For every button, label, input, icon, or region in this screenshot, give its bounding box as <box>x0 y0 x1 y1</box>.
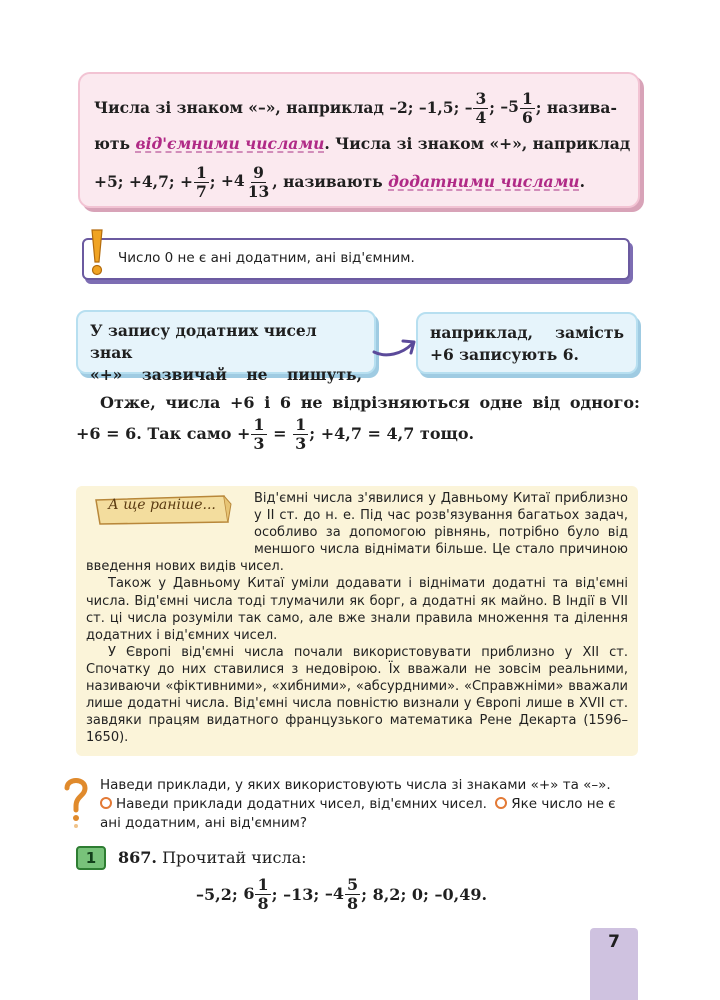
word: наприклад, <box>430 323 533 342</box>
denominator: 3 <box>295 433 307 453</box>
exercise-title <box>118 848 307 867</box>
sign-example-box <box>416 312 638 374</box>
paragraph-line-1 <box>76 392 640 414</box>
word: одного: <box>569 393 640 412</box>
denominator: 7 <box>196 181 207 201</box>
sign-example-line <box>430 322 624 344</box>
denominator: 6 <box>521 107 533 127</box>
numerator: 1 <box>253 414 265 434</box>
whole-part: +4 <box>220 171 245 190</box>
numerator: 9 <box>253 163 264 182</box>
whole-part: –5 <box>500 97 519 116</box>
history-badge-label: А ще раніше... <box>108 497 216 513</box>
word: і <box>264 393 271 412</box>
fraction <box>473 91 488 125</box>
word: від <box>532 393 561 412</box>
sign-example-line: +6 записують 6. <box>430 345 579 364</box>
word: одне <box>479 393 523 412</box>
sign-rule-box <box>76 310 376 384</box>
equals-sign: = <box>267 424 293 443</box>
fraction <box>194 165 209 199</box>
math-value: ; –13; <box>271 884 320 904</box>
exercise-number: 867. <box>118 848 157 867</box>
fraction <box>520 91 535 125</box>
word: «+» <box>90 365 123 384</box>
whole-part: 6 <box>243 883 255 903</box>
fraction <box>345 874 360 913</box>
exercise-level-badge: 1 <box>76 846 106 870</box>
history-paragraph: У Європі від'ємні числа почали використовувати приблизно у XII ст. Спочатку до них ставилися з недовірою. Їх вважали не зовсім реальними, називаючи «фіктивними», «хибними», «абсурдними». «Справжніми» вважали лише додатні числа. Від'ємні числа повністю визнали у Європі лише в XVII ст. завдяки працям видатного французького математика Рене Декарта (1596–1650). <box>86 644 628 746</box>
term-positive-numbers: додатними числами <box>388 172 580 192</box>
denominator: 4 <box>475 107 487 127</box>
history-paragraph: Також у Давньому Китаї уміли додавати і віднімати додатні та від'ємні числа. Від'ємні числа тоді тлумачили як борг, а додатні як майно. В Індії в VII ст. ці числа розуміли так само, але вже знали правила множення та ділення додатних і від'ємних чисел. <box>86 576 628 643</box>
math-value: +5; <box>94 172 124 192</box>
math-value: –1,5; <box>418 98 460 118</box>
history-paragraph: Від'ємні числа з'явилися у Давньому Китаї приблизно у II ст. до н. е. Під час розв'язування багатьох задач, особливо за допомогою рівнянь, потрібно було від меншого числа віднімати більше. Це стало причиною введення нових видів чисел. <box>86 491 628 575</box>
exclamation-icon <box>86 228 108 278</box>
paragraph-line-2 <box>76 414 640 454</box>
word: числа <box>165 393 221 412</box>
question-icon <box>62 776 90 832</box>
definition-text: ; назива- <box>535 98 617 118</box>
history-text <box>86 490 628 746</box>
math-value: ; 8,2; 0; –0,49. <box>361 884 488 904</box>
definition-line-2 <box>94 132 631 156</box>
fraction <box>246 165 272 199</box>
fraction <box>251 414 266 453</box>
definition-text: . <box>579 172 585 192</box>
mixed-number <box>324 874 361 913</box>
math-value: –5,2; <box>196 884 238 904</box>
exercise-instruction: Прочитай числа: <box>162 848 307 867</box>
definition-line-3: +5; +4,7; + $\frac{1}{7}$ ; +4 $\frac{9}{13}$ , називають додатними числами . <box>94 163 585 201</box>
word: зазвичай <box>141 365 227 384</box>
mixed-number <box>500 91 535 125</box>
sign-rule-line <box>90 364 362 386</box>
page-number: 7 <box>608 932 620 952</box>
note-text: Число 0 не є ані додатним, ані від'ємним. <box>118 250 415 266</box>
fraction <box>293 414 308 453</box>
denominator: 3 <box>253 433 265 453</box>
word: пишуть, <box>287 365 362 384</box>
denominator: 8 <box>257 893 269 913</box>
word: Отже, <box>100 393 156 412</box>
exercise-numbers <box>196 868 487 920</box>
math-value: +4,7; <box>128 172 175 192</box>
badge-spacer <box>86 490 254 542</box>
numerator: 1 <box>196 163 207 182</box>
paragraph-text: ; +4,7 = 4,7 тощо. <box>309 424 475 443</box>
math-sign: + <box>180 172 193 192</box>
sign-rule-line: У запису додатних чисел знак <box>90 321 317 362</box>
word: +6 <box>230 393 255 412</box>
numerator: 5 <box>346 874 359 894</box>
question-text: Наведи приклади додатних чисел, від'ємних чисел. <box>116 796 487 812</box>
term-negative-numbers: від'ємними числами <box>135 134 325 154</box>
question-text: Яке число не є ані додатним, ані від'ємним? <box>100 796 616 831</box>
arrow-right-icon <box>372 330 420 360</box>
denominator: 13 <box>247 181 270 201</box>
definition-text: . Числа зі знаком «+», наприклад <box>324 134 631 154</box>
word: не <box>300 393 323 412</box>
definition-text: Числа зі знаком «–», наприклад <box>94 98 384 118</box>
word: не <box>246 365 268 384</box>
definition-box <box>78 72 640 208</box>
math-value: –2; <box>389 98 414 118</box>
denominator: 8 <box>346 893 359 913</box>
fraction <box>255 874 270 913</box>
mixed-number <box>243 874 271 913</box>
definition-text: ють <box>94 134 131 154</box>
definition-text: , називають <box>272 172 383 192</box>
mixed-number <box>221 165 272 199</box>
definition-line-1: Числа зі знаком «–», наприклад –2; –1,5; – $\frac{3}{4}$ ; –5 $\frac{1}{6}$ ; назива- <box>94 89 617 127</box>
whole-part: –4 <box>324 883 344 903</box>
numerator: 1 <box>295 414 307 434</box>
explanation-paragraph <box>76 392 640 454</box>
word: замість <box>555 323 624 342</box>
numerator: 1 <box>257 874 269 894</box>
bullet-circle-icon <box>100 797 112 809</box>
numerator: 3 <box>475 89 487 108</box>
numerator: 1 <box>521 89 533 108</box>
review-questions <box>100 776 640 833</box>
word: 6 <box>279 393 292 412</box>
question-text: Наведи приклади, у яких використовують числа зі знаками «+» та «–». <box>100 777 611 793</box>
bullet-circle-icon <box>495 797 507 809</box>
math-sign: – <box>464 98 473 118</box>
paragraph-text: +6 = 6. Так само + <box>76 424 251 443</box>
word: відрізняються <box>332 393 470 412</box>
